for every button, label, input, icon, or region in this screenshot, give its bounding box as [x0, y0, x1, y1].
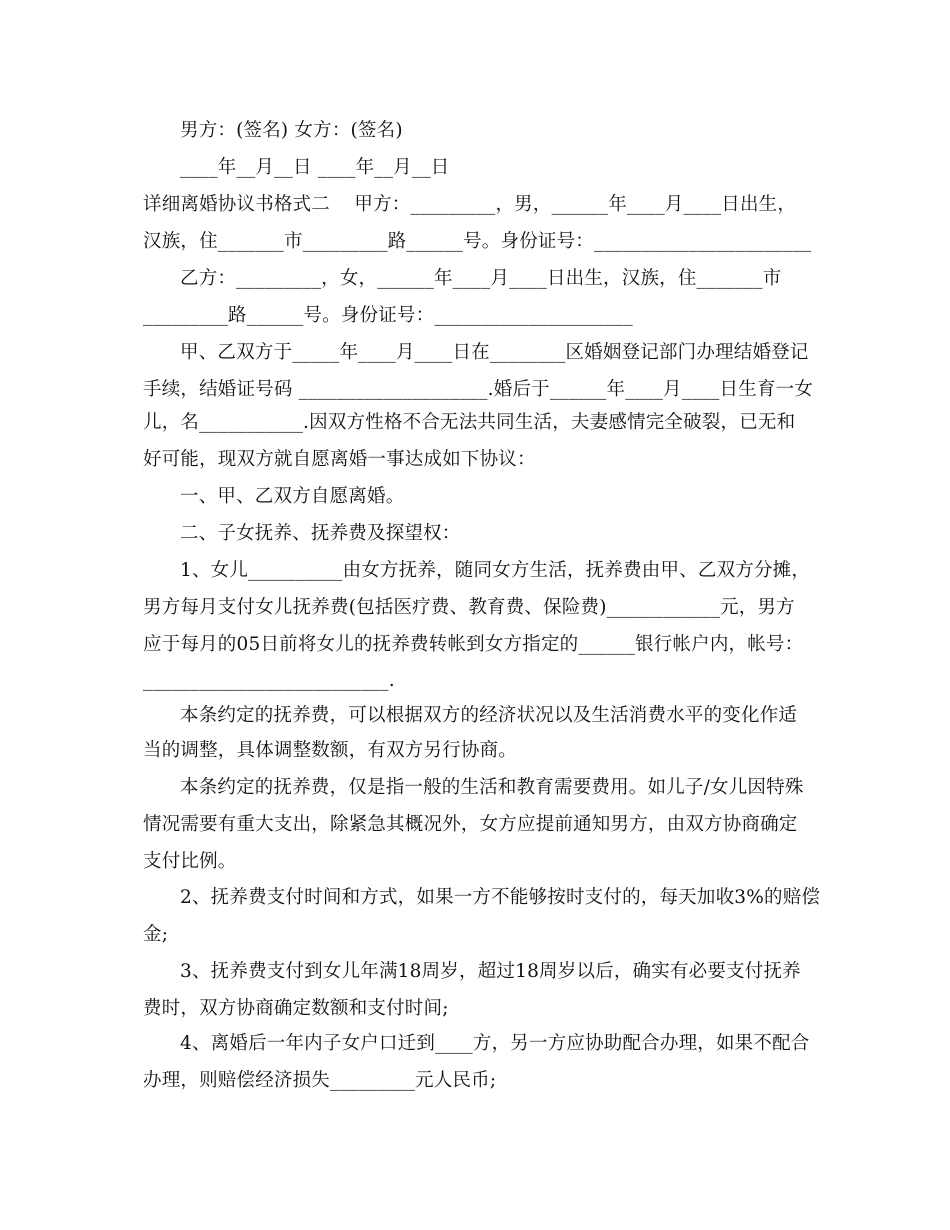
party-a-line-2: 汉族，住_______市_________路______号。身份证号：_______________________	[143, 231, 812, 252]
clause-2-1-line-4: __________________________.	[143, 670, 395, 691]
party-b-line-2: _________路______号。身份证号：_____________________	[143, 305, 633, 326]
marriage-para-line-1: 甲、乙双方于_____年____月____日在________区婚姻登记部门办理结婚登记	[180, 342, 809, 363]
adjust-para-line-2: 当的调整，具体调整数额，有双方另行协商。	[143, 740, 518, 761]
clause-2-2-line-2: 金;	[143, 924, 169, 945]
clause-2-2-line-1: 2、抚养费支付时间和方式，如果一方不能够按时支付的，每天加收3%的赔偿	[180, 887, 821, 908]
party-b-line-1: 乙方：_________，女，______年____月____日出生，汉族，住_______市	[180, 268, 782, 289]
clause-2-1-line-3: 应于每月的05日前将女儿的抚养费转帐到女方指定的______银行帐户内，帐号：	[143, 634, 804, 655]
expense-para-line-3: 支付比例。	[143, 851, 237, 872]
clause-2-1-line-2: 男方每月支付女儿抚养费(包括医疗费、教育费、保险费)____________元，男方	[143, 597, 795, 618]
clause-2-heading: 二、子女抚养、抚养费及探望权：	[180, 523, 461, 544]
clause-2-3-line-2: 费时，双方协商确定数额和支付时间;	[143, 998, 449, 1019]
marriage-para-line-3: 儿，名___________.因双方性格不合无法共同生活，夫妻感情完全破裂，已无和	[143, 412, 796, 433]
clause-2-1-line-1: 1、女儿__________由女方抚养，随同女方生活，抚养费由甲、乙双方分摊，	[180, 560, 811, 581]
signature-line: 男方：(签名) 女方：(签名)	[180, 120, 403, 141]
clause-2-3-line-1: 3、抚养费支付到女儿年满18周岁，超过18周岁以后，确实有必要支付抚养	[180, 961, 801, 982]
clause-1: 一、甲、乙双方自愿离婚。	[180, 486, 405, 507]
expense-para-line-2: 情况需要有重大支出，除紧急其概况外，女方应提前通知男方，由双方协商确定	[143, 814, 798, 835]
adjust-para-line-1: 本条约定的抚养费，可以根据双方的经济状况以及生活消费水平的变化作适	[180, 705, 798, 726]
clause-2-4-line-2: 办理，则赔偿经济损失_________元人民币;	[143, 1070, 497, 1091]
clause-2-4-line-1: 4、离婚后一年内子女户口迁到____方，另一方应协助配合办理，如果不配合	[180, 1033, 810, 1054]
marriage-para-line-2: 手续，结婚证号码 ____________________.婚后于______年____月____日生育一女	[143, 379, 814, 400]
date-line: ____年__月__日 ____年__月__日	[180, 157, 450, 178]
marriage-para-line-4: 好可能，现双方就自愿离婚一事达成如下协议：	[143, 449, 536, 470]
party-a-line-1: 详细离婚协议书格式二 甲方：_________，男，______年____月____日出生，	[143, 194, 797, 215]
expense-para-line-1: 本条约定的抚养费，仅是指一般的生活和教育需要费用。如儿子/女儿因特殊	[180, 777, 804, 798]
